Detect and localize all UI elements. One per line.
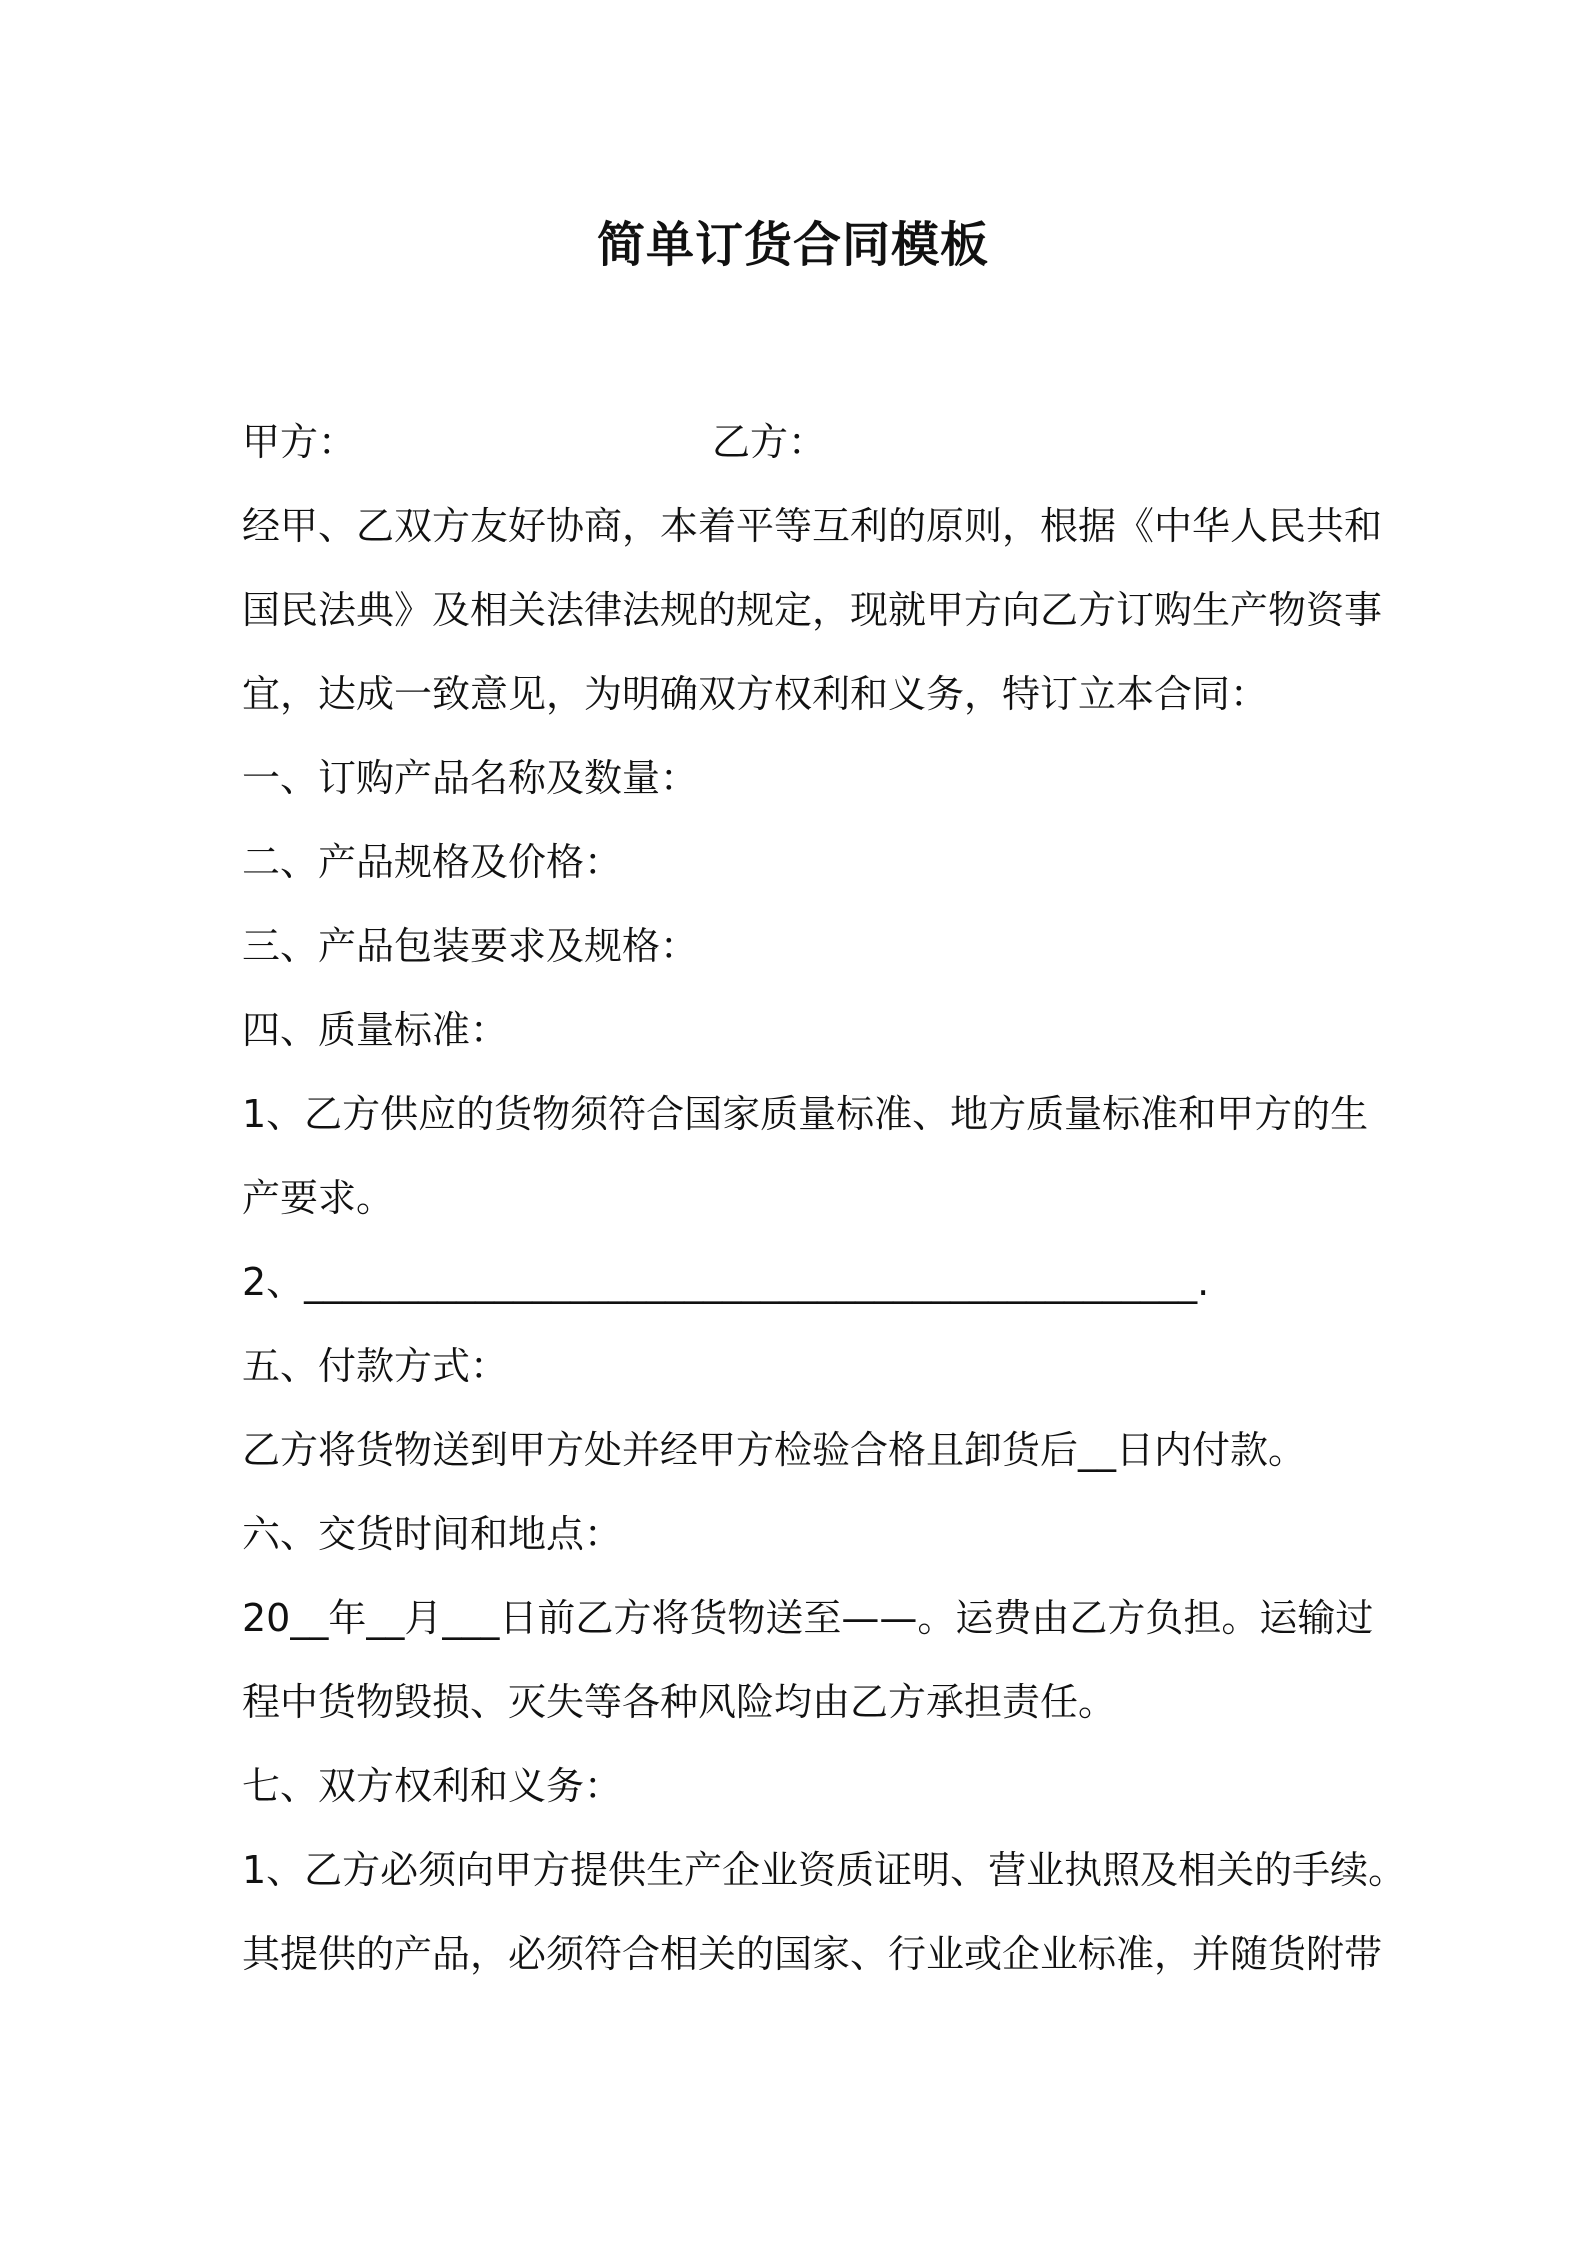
parties-line [242,400,1372,484]
paragraph-line: 国民法典》及相关法律法规的规定，现就甲方向乙方订购生产物资事 [242,588,1383,632]
paragraph-line: 1、乙方必须向甲方提供生产企业资质证明、营业执照及相关的手续。 [242,1848,1407,1892]
paragraph-line: 1、乙方供应的货物须符合国家质量标准、地方质量标准和甲方的生 [242,1092,1369,1136]
section-heading: 六、交货时间和地点： [242,1512,623,1556]
section-heading: 三、产品包装要求及规格： [242,924,699,968]
paragraph-line: 产要求。 [242,1176,395,1220]
section-heading: 一、订购产品名称及数量： [242,756,699,800]
section-heading: 四、质量标准： [242,1008,509,1052]
paragraph-line: 乙方将货物送到甲方处并经甲方检验合格且卸货后__日内付款。 [242,1428,1307,1472]
section-heading: 七、双方权利和义务： [242,1764,623,1808]
paragraph-line: 20__年__月___日前乙方将货物送至——。运费由乙方负担。运输过 [242,1596,1374,1640]
section-heading: 二、产品规格及价格： [242,840,623,884]
party-b-label: 乙方： [712,420,827,464]
document-title: 简单订货合同模板 [596,217,989,273]
blank-fill-line: 2、_______________________________________________. [242,1260,1210,1304]
paragraph-line: 经甲、乙双方友好协商，本着平等互利的原则，根据《中华人民共和 [242,504,1383,548]
paragraph-line: 其提供的产品，必须符合相关的国家、行业或企业标准，并随货附带 [242,1932,1383,1976]
party-a-label: 甲方： [242,420,357,464]
paragraph-line: 宜，达成一致意见，为明确双方权利和义务，特订立本合同： [242,672,1269,716]
section-heading: 五、付款方式： [242,1344,509,1388]
contract-body [242,400,1407,1996]
paragraph-line: 程中货物毁损、灭失等各种风险均由乙方承担责任。 [242,1680,1117,1724]
